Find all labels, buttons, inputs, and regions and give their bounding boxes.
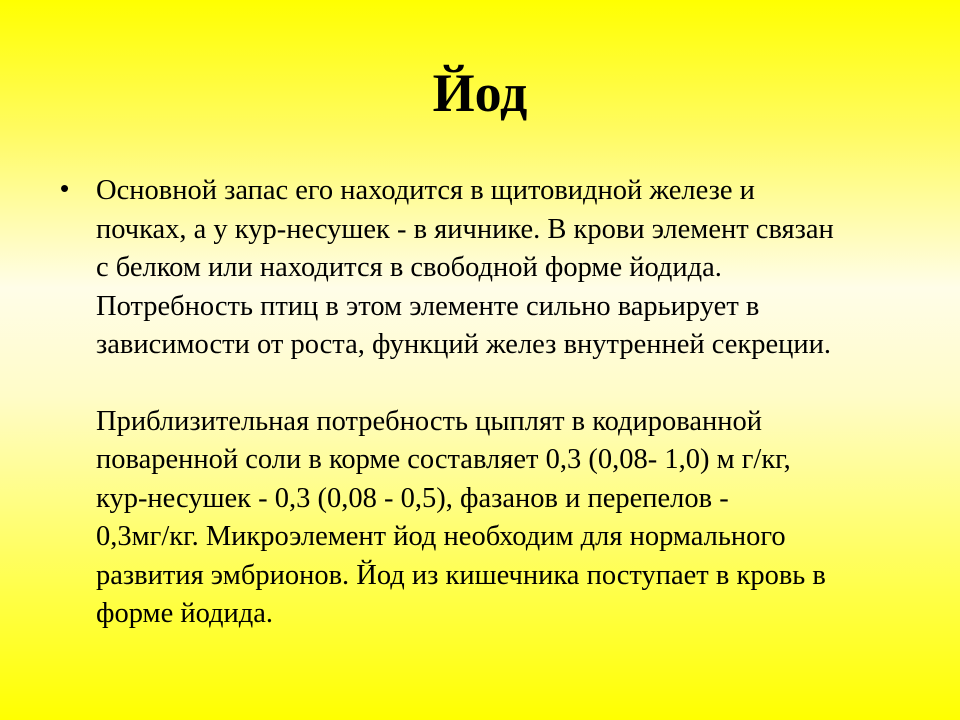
paragraph-1: Основной запас его находится в щитовидной железе и почках, а у кур-несушек - в яичнике. В крови элемент связан с белком или находится в свободной форме йодида. Потребность птиц в этом элементе сильно варьирует в зависимости от роста, функций желез внутренней секреции. <box>96 175 834 360</box>
bullet-item <box>60 172 940 634</box>
slide-title: Йод <box>432 63 528 123</box>
bullet-icon: • <box>60 173 70 203</box>
slide-body <box>60 172 940 634</box>
paragraph-2: Приблизительная потребность цыплят в кодированной поваренной соли в корме составляет 0,3 (0,08- 1,0) м г/кг, кур-несушек - 0,3 (0,08 - 0,5), фазанов и перепелов - 0,3мг/кг. Микроэлемент йод необходим для нормального развития эмбрионов. Йод из кишечника поступает в кровь в форме йодида. <box>96 405 826 629</box>
